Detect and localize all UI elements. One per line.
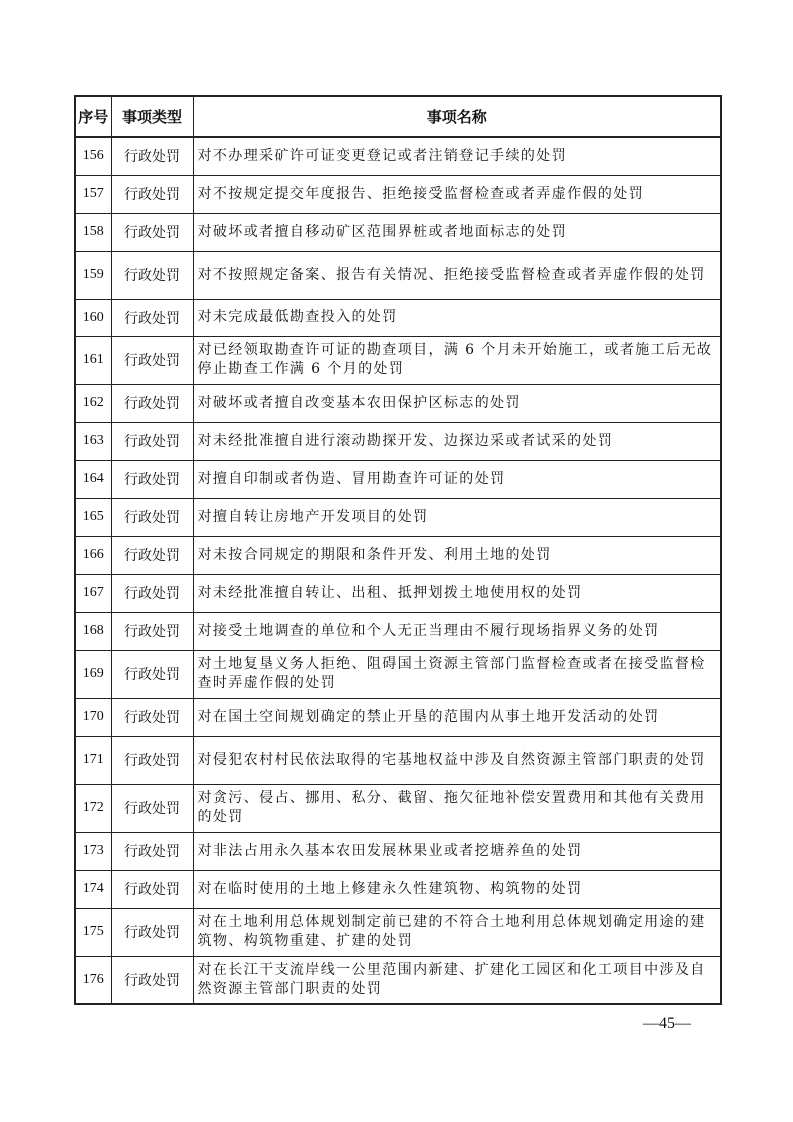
table-row [75,251,721,299]
row-name: 对破坏或者擅自改变基本农田保护区标志的处罚 [193,384,721,422]
row-number: 172 [75,784,111,832]
row-number: 157 [75,175,111,213]
row-name: 对接受土地调查的单位和个人无正当理由不履行现场指界义务的处罚 [193,612,721,650]
row-number: 165 [75,498,111,536]
table-row [75,736,721,784]
row-number: 171 [75,736,111,784]
row-number: 162 [75,384,111,422]
row-name: 对擅自印制或者伪造、冒用勘查许可证的处罚 [193,460,721,498]
row-type: 行政处罚 [111,213,193,251]
table-row [75,870,721,908]
row-name: 对擅自转让房地产开发项目的处罚 [193,498,721,536]
row-name: 对在长江干支流岸线一公里范围内新建、扩建化工园区和化工项目中涉及自然资源主管部门职责的处罚 [193,956,721,1004]
table-row [75,574,721,612]
row-number: 168 [75,612,111,650]
row-number: 166 [75,536,111,574]
row-type: 行政处罚 [111,536,193,574]
row-name: 对在土地利用总体规划制定前已建的不符合土地利用总体规划确定用途的建筑物、构筑物重建、扩建的处罚 [193,908,721,956]
row-type: 行政处罚 [111,784,193,832]
table-row [75,650,721,698]
row-type: 行政处罚 [111,736,193,784]
row-name: 对未按合同规定的期限和条件开发、利用土地的处罚 [193,536,721,574]
table-row [75,336,721,384]
row-number: 164 [75,460,111,498]
table-row [75,422,721,460]
table-body [75,137,721,1004]
row-number: 174 [75,870,111,908]
matters-table [74,95,722,1005]
table-row [75,908,721,956]
row-name: 对非法占用永久基本农田发展林果业或者挖塘养鱼的处罚 [193,832,721,870]
row-type: 行政处罚 [111,175,193,213]
row-type: 行政处罚 [111,460,193,498]
table-row [75,213,721,251]
row-type: 行政处罚 [111,251,193,299]
table-row [75,956,721,1004]
row-number: 176 [75,956,111,1004]
row-type: 行政处罚 [111,956,193,1004]
table-row [75,784,721,832]
row-type: 行政处罚 [111,384,193,422]
row-name: 对未经批准擅自进行滚动勘探开发、边探边采或者试采的处罚 [193,422,721,460]
row-number: 161 [75,336,111,384]
header-name: 事项名称 [193,96,721,137]
row-name: 对破坏或者擅自移动矿区范围界桩或者地面标志的处罚 [193,213,721,251]
row-name: 对在国土空间规划确定的禁止开垦的范围内从事土地开发活动的处罚 [193,698,721,736]
row-type: 行政处罚 [111,498,193,536]
row-number: 159 [75,251,111,299]
row-name: 对未完成最低勘查投入的处罚 [193,299,721,336]
header-type: 事项类型 [111,96,193,137]
table-header-row [75,96,721,137]
row-name: 对不按规定提交年度报告、拒绝接受监督检查或者弄虚作假的处罚 [193,175,721,213]
table-row [75,536,721,574]
row-name: 对在临时使用的土地上修建永久性建筑物、构筑物的处罚 [193,870,721,908]
row-name: 对土地复垦义务人拒绝、阻碍国土资源主管部门监督检查或者在接受监督检查时弄虚作假的处罚 [193,650,721,698]
row-number: 169 [75,650,111,698]
table-row [75,460,721,498]
row-number: 156 [75,137,111,175]
row-name: 对不办理采矿许可证变更登记或者注销登记手续的处罚 [193,137,721,175]
table-row [75,498,721,536]
row-type: 行政处罚 [111,650,193,698]
table-row [75,612,721,650]
table-row [75,299,721,336]
row-number: 163 [75,422,111,460]
row-name: 对不按照规定备案、报告有关情况、拒绝接受监督检查或者弄虚作假的处罚 [193,251,721,299]
table-row [75,698,721,736]
row-type: 行政处罚 [111,612,193,650]
row-name: 对未经批准擅自转让、出租、抵押划拨土地使用权的处罚 [193,574,721,612]
row-type: 行政处罚 [111,336,193,384]
table-row [75,832,721,870]
row-number: 173 [75,832,111,870]
table-row [75,384,721,422]
row-type: 行政处罚 [111,698,193,736]
row-type: 行政处罚 [111,137,193,175]
row-number: 158 [75,213,111,251]
row-type: 行政处罚 [111,422,193,460]
row-name: 对已经领取勘查许可证的勘查项目，满 6 个月未开始施工，或者施工后无故停止勘查工作满 6 个月的处罚 [193,336,721,384]
row-type: 行政处罚 [111,299,193,336]
row-number: 160 [75,299,111,336]
header-number: 序号 [75,96,111,137]
row-type: 行政处罚 [111,908,193,956]
matters-table-container [74,95,720,1005]
row-name: 对侵犯农村村民依法取得的宅基地权益中涉及自然资源主管部门职责的处罚 [193,736,721,784]
table-row [75,137,721,175]
row-type: 行政处罚 [111,870,193,908]
row-number: 170 [75,698,111,736]
row-type: 行政处罚 [111,574,193,612]
page-number: —45— [643,1015,691,1032]
row-number: 167 [75,574,111,612]
row-type: 行政处罚 [111,832,193,870]
table-row [75,175,721,213]
row-number: 175 [75,908,111,956]
row-name: 对贪污、侵占、挪用、私分、截留、拖欠征地补偿安置费用和其他有关费用的处罚 [193,784,721,832]
